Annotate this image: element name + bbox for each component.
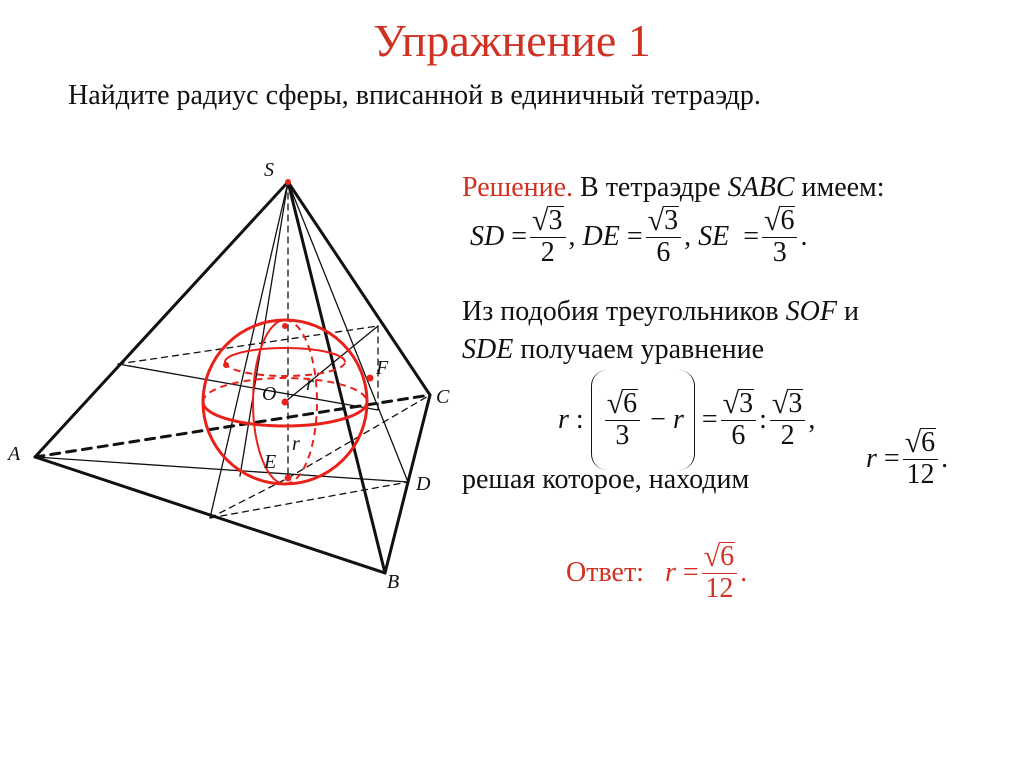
main-frac-2: √ 3 6 — [721, 389, 756, 451]
label-s: S — [264, 159, 274, 181]
frac-de-den: 6 — [656, 237, 671, 268]
point-top — [282, 323, 288, 329]
label-o: O — [262, 383, 277, 405]
solution-line-4: решая которое, находим — [462, 464, 750, 495]
point-s — [285, 179, 291, 185]
point-e — [285, 475, 292, 482]
line2-var: SOF — [785, 296, 837, 327]
eq-sd-lhs: SD — [470, 221, 505, 252]
main-frac-3-num: 3 — [788, 388, 803, 419]
main-equation: r : √ 6 3 − r = √ 3 6 : √ 3 2 , — [558, 370, 815, 470]
label-e: E — [264, 451, 277, 473]
result-lhs: r — [866, 443, 877, 474]
label-c: C — [436, 386, 450, 408]
result-frac: √ 6 12 — [903, 428, 938, 490]
tetrahedron-figure — [0, 150, 460, 600]
frac-sd-den: 2 — [540, 237, 555, 268]
solution-line-3 — [462, 334, 764, 366]
line-base-3 — [210, 482, 408, 518]
point-left — [223, 362, 229, 368]
answer-label: Ответ: — [566, 557, 644, 588]
edge-ab — [35, 457, 385, 573]
solution-label: Решение. — [462, 172, 574, 203]
solution-intro — [462, 172, 885, 204]
main-eq-r: r — [558, 404, 569, 435]
result-den: 12 — [906, 459, 935, 490]
line-ad — [35, 457, 408, 482]
eq-de-lhs: DE — [582, 221, 620, 252]
label-r-upper: r — [306, 373, 314, 395]
solution-line-2 — [462, 296, 859, 328]
frac-sd-num: 3 — [548, 205, 563, 236]
answer-num: 6 — [720, 541, 735, 572]
main-frac-3: √ 3 2 — [770, 389, 805, 451]
point-o — [282, 399, 289, 406]
result-num: 6 — [921, 427, 936, 458]
frac-se-num: 6 — [780, 205, 795, 236]
edge-ac — [35, 395, 430, 457]
frac-de: √ 3 6 — [646, 206, 681, 268]
eq-se-lhs: SE — [698, 221, 730, 252]
main-frac-1-num: 6 — [623, 388, 638, 419]
label-d: D — [416, 473, 431, 495]
answer-den: 12 — [705, 573, 734, 604]
frac-se: √ 6 3 — [762, 206, 797, 268]
main-frac-3-den: 2 — [780, 420, 795, 451]
answer-frac: √ 6 12 — [702, 542, 737, 604]
line-sd — [288, 182, 408, 482]
result-equation: r = √ 6 12 . — [866, 426, 949, 490]
answer: Ответ: r = √ 6 12 . — [566, 540, 748, 604]
frac-sd: √ 3 2 — [530, 206, 565, 268]
intro-text: В тетраэдре — [573, 172, 728, 203]
task-statement: Найдите радиус сферы, вписанной в единичный тетраэдр. — [68, 80, 761, 111]
edge-sc — [288, 182, 430, 395]
label-f: F — [376, 357, 389, 379]
slide-title: Упражнение 1 — [373, 15, 651, 66]
line3-text: получаем уравнение — [513, 334, 765, 365]
main-eq-paren: √ 6 3 − r — [591, 370, 695, 470]
label-a: A — [8, 443, 21, 465]
frac-se-den: 3 — [772, 237, 787, 268]
frac-de-num: 3 — [664, 205, 679, 236]
sphere-section-top — [225, 348, 345, 362]
main-frac-1: √ 6 3 — [605, 389, 640, 451]
line2-end: и — [836, 296, 859, 327]
point-f — [367, 375, 374, 382]
main-frac-1-den: 3 — [615, 420, 630, 451]
main-eq-r2: r — [672, 404, 684, 435]
label-b: B — [387, 571, 400, 593]
sphere-meridian-back — [285, 320, 317, 484]
label-r-lower: r — [292, 433, 300, 455]
answer-lhs: r — [664, 557, 676, 588]
line3-var: SDE — [462, 334, 514, 365]
given-equations: SD = √ 3 2 , DE = √ 3 6 , SE = √ 6 3 . — [470, 204, 808, 268]
intro-end: имеем: — [794, 172, 885, 203]
intro-var: SABC — [727, 172, 795, 203]
main-frac-2-num: 3 — [739, 388, 754, 419]
line-of — [285, 326, 378, 402]
line2-text: Из подобия треугольников — [462, 296, 786, 327]
main-frac-2-den: 6 — [731, 420, 746, 451]
